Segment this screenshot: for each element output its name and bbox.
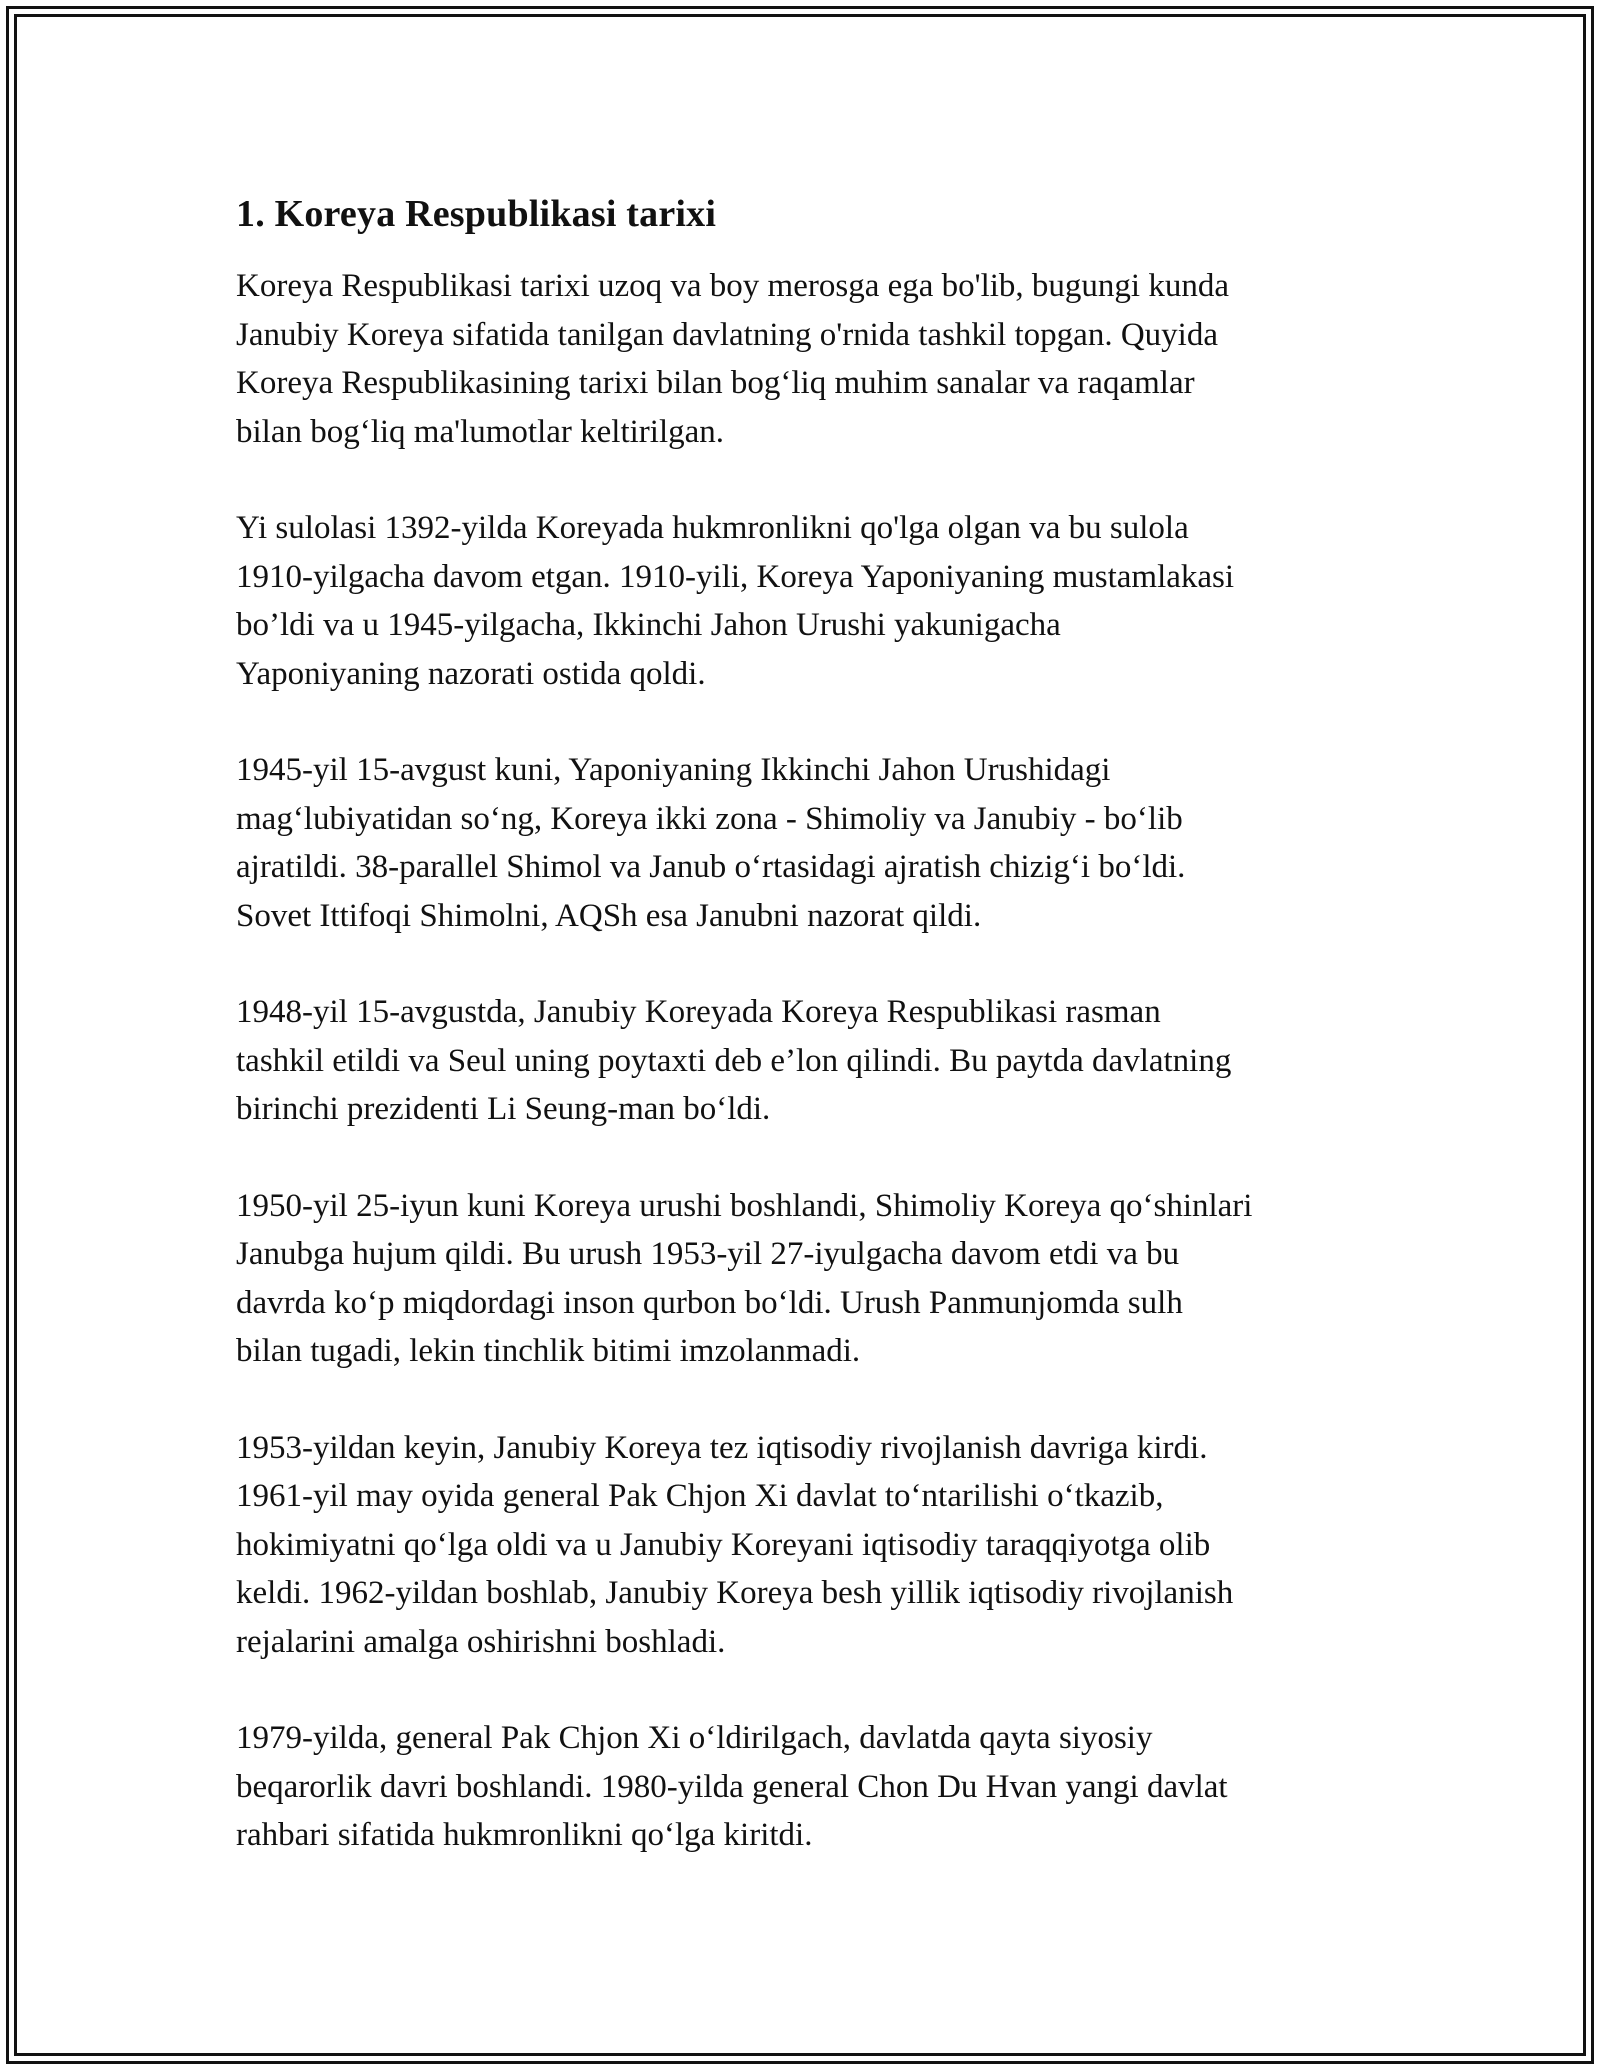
text-line: ajratildi. 38-parallel Shimol va Janub o‘rtasidagi ajratish chizig‘i bo‘ldi. xyxy=(236,849,1186,885)
text-line: 1950-yil 25-iyun kuni Koreya urushi boshlandi, Shimoliy Koreya qo‘shinlari xyxy=(236,1187,1253,1224)
text-line: rahbari sifatida hukmronlikni qo‘lga kiritdi. xyxy=(236,1817,813,1853)
text-line: keldi. 1962-yildan boshlab, Janubiy Koreya besh yillik iqtisodiy rivojlanish xyxy=(236,1575,1234,1611)
text-line: Koreya Respublikasining tarixi bilan bog‘liq muhim sanalar va raqamlar xyxy=(236,365,1195,401)
text-line: rejalarini amalga oshirishni boshladi. xyxy=(236,1623,726,1660)
text-line: beqarorlik davri boshlandi. 1980-yilda general Chon Du Hvan yangi davlat xyxy=(236,1768,1228,1805)
text-line: 1979-yilda, general Pak Chjon Xi o‘ldirilgach, davlatda qayta siyosiy xyxy=(236,1720,1153,1756)
paragraph-intro xyxy=(236,262,1376,456)
paragraph-1948-republic xyxy=(236,988,1376,1134)
text-line: 1948-yil 15-avgustda, Janubiy Koreyada Koreya Respublikasi rasman xyxy=(236,994,1161,1030)
section-title: 1. Koreya Respublikasi tarixi xyxy=(236,193,717,235)
text-line: bo’ldi va u 1945-yilgacha, Ikkinchi Jahon Urushi yakunigacha xyxy=(236,607,1061,643)
text-line: davrda ko‘p miqdordagi inson qurbon bo‘ldi. Urush Panmunjomda sulh xyxy=(236,1284,1183,1321)
text-line: mag‘lubiyatidan so‘ng, Koreya ikki zona - Shimoliy va Janubiy - bo‘lib xyxy=(236,800,1183,837)
text-line: bilan tugadi, lekin tinchlik bitimi imzolanmadi. xyxy=(236,1333,861,1369)
text-line: Sovet Ittifoqi Shimolni, AQSh esa Janubni nazorat qildi. xyxy=(236,897,982,934)
text-line: tashkil etildi va Seul uning poytaxti deb e’lon qilindi. Bu paytda davlatning xyxy=(236,1042,1232,1079)
text-line: hokimiyatni qo‘lga oldi va u Janubiy Koreyani iqtisodiy taraqqiyotga olib xyxy=(236,1526,1211,1563)
text-line: Koreya Respublikasi tarixi uzoq va boy merosga ega bo'lib, bugungi kunda xyxy=(236,268,1229,304)
paragraph-1953-economy xyxy=(236,1424,1376,1667)
paragraph-yi-dynasty xyxy=(236,504,1376,698)
paragraph-1979-instability xyxy=(236,1714,1376,1860)
text-line: 1953-yildan keyin, Janubiy Koreya tez iqtisodiy rivojlanish davriga kirdi. xyxy=(236,1429,1208,1466)
text-line: 1910-yilgacha davom etgan. 1910-yili, Koreya Yaponiyaning mustamlakasi xyxy=(236,558,1235,595)
paragraph-1945-division xyxy=(236,746,1376,940)
text-line: Yi sulolasi 1392-yilda Koreyada hukmronlikni qo'lga olgan va bu sulola xyxy=(236,510,1189,546)
text-line: 1961-yil may oyida general Pak Chjon Xi davlat to‘ntarilishi o‘tkazib, xyxy=(236,1478,1164,1514)
text-line: Yaponiyaning nazorati ostida qoldi. xyxy=(236,655,706,692)
text-line: birinchi prezidenti Li Seung-man bo‘ldi. xyxy=(236,1091,771,1127)
paragraph-1950-war xyxy=(236,1182,1376,1376)
text-line: 1945-yil 15-avgust kuni, Yaponiyaning Ikkinchi Jahon Urushidagi xyxy=(236,752,1111,788)
text-line: Janubiy Koreya sifatida tanilgan davlatning o'rnida tashkil topgan. Quyida xyxy=(236,316,1218,353)
text-line: bilan bog‘liq ma'lumotlar keltirilgan. xyxy=(236,413,725,450)
text-line: Janubga hujum qildi. Bu urush 1953-yil 27-iyulgacha davom etdi va bu xyxy=(236,1236,1180,1272)
document-body xyxy=(236,186,1376,1860)
